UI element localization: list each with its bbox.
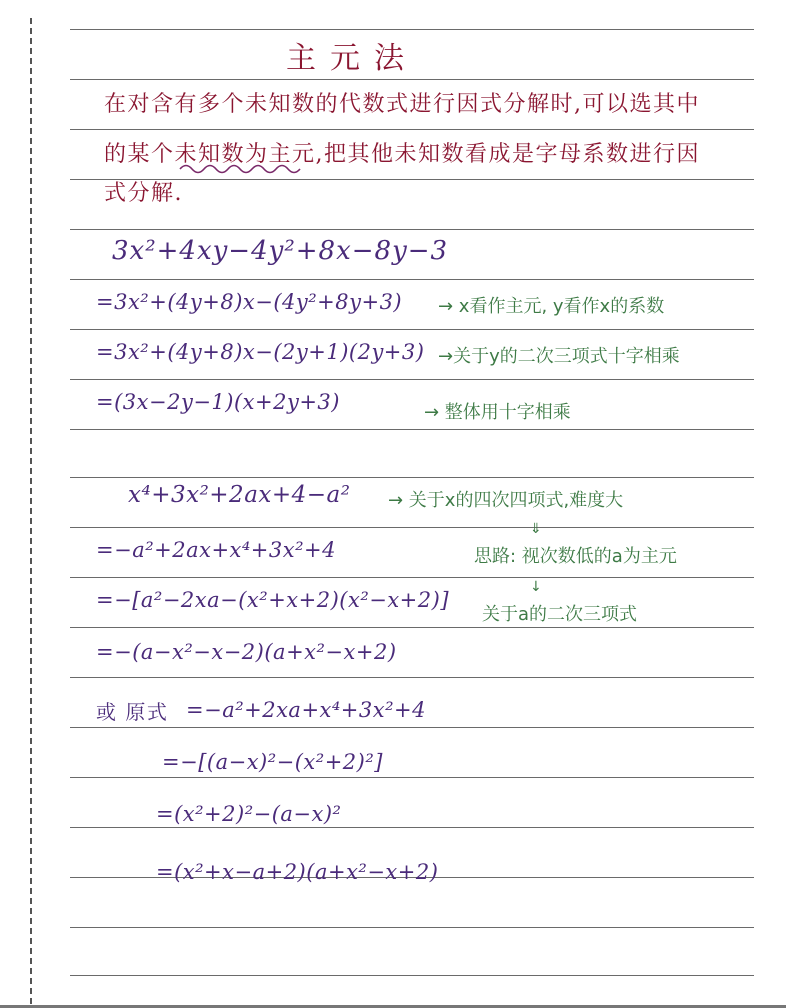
example2-note-2: 思路: 视次数低的a为主元 [474,546,677,567]
alt-step-3: =(x²+2)²−(a−x)² [156,802,342,826]
page-title: 主元法 [286,41,418,76]
rule-line [70,79,754,80]
rule-line [70,29,754,30]
rule-line [70,379,754,380]
example1-step-2: =3x²+(4y+8)x−(2y+1)(2y+3) [96,340,425,364]
arrow-down-icon: ↓ [530,579,542,595]
margin-line [30,18,32,1004]
example1-step-3: =(3x−2y−1)(x+2y+3) [96,390,340,414]
rule-line [70,627,754,628]
example2-note-3: 关于a的二次三项式 [482,604,638,625]
example1-note-1: → x看作主元, y看作x的系数 [438,296,665,317]
wavy-underline [178,160,308,178]
alt-step-4: =(x²+x−a+2)(a+x²−x+2) [156,860,439,884]
alt-step-1: =−a²+2xa+x⁴+3x²+4 [186,698,426,722]
example2-step-1: =−a²+2ax+x⁴+3x²+4 [96,538,336,562]
rule-line [70,777,754,778]
rule-line [70,527,754,528]
rule-line [70,129,754,130]
example2-step-2: =−[a²−2xa−(x²+x+2)(x²−x+2)] [96,588,450,612]
rule-line [70,577,754,578]
rule-line [70,429,754,430]
intro-line-3: 式分解. [104,181,183,206]
rule-line [70,329,754,330]
alt-step-2: =−[(a−x)²−(x²+2)²] [162,750,383,774]
intro-line-1: 在对含有多个未知数的代数式进行因式分解时,可以选其中 [104,92,700,117]
rule-line [70,229,754,230]
rule-line [70,975,754,976]
rule-line [70,477,754,478]
alt-label: 或 原式 [96,700,169,724]
example1-note-2: →关于y的二次三项式十字相乘 [438,346,680,367]
rule-line [70,927,754,928]
arrow-down-icon: ⇓ [530,521,542,537]
rule-line [70,827,754,828]
rule-line [70,727,754,728]
rule-line [70,279,754,280]
intro-line-2: 的某个未知数为主元,把其他未知数看成是字母系数进行因 [104,142,700,167]
example1-note-3: → 整体用十字相乘 [424,402,571,423]
example2-note-1: → 关于x的四次四项式,难度大 [388,490,624,511]
example1-step-1: =3x²+(4y+8)x−(4y²+8y+3) [96,290,403,314]
example2-expression: x⁴+3x²+2ax+4−a² [128,482,351,508]
rule-line [70,677,754,678]
rule-line [70,179,754,180]
example2-step-3: =−(a−x²−x−2)(a+x²−x+2) [96,640,397,664]
example1-expression: 3x²+4xy−4y²+8x−8y−3 [112,236,449,266]
